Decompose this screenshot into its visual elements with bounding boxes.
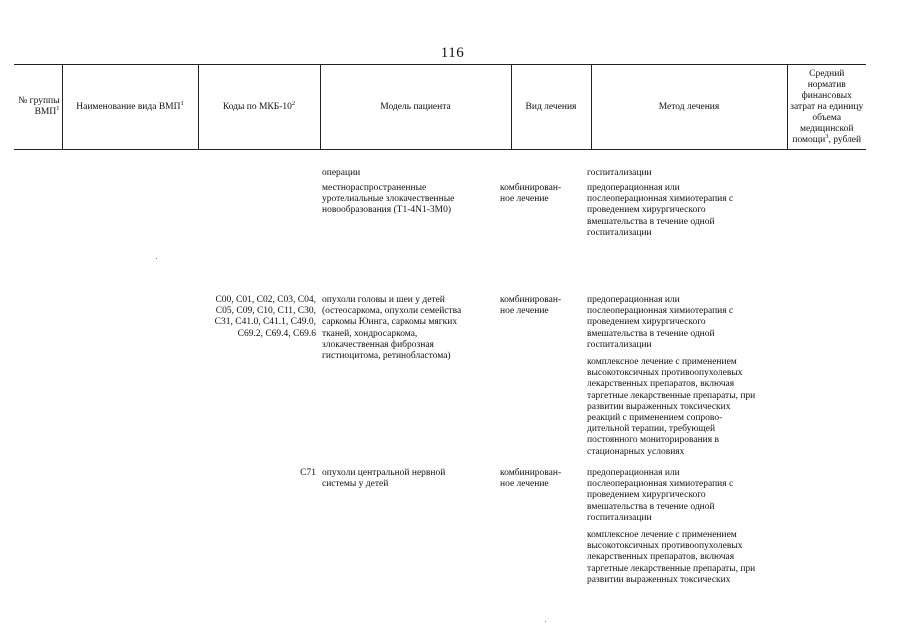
row3-method-2: комплексное лечение с применением высокотоксичных противоопухолевых лекарственных препаратов, включая таргетные лекарственные препараты, при развитии выраженных токсических — [587, 530, 756, 585]
row3-method — [587, 468, 782, 592]
row2-codes: C00, C01, C02, C03, C04, C05, C09, C10, C11, C30, C31, C41.0, C41.1, C49.0, C69.2, C69.4, C69.6 — [214, 295, 316, 339]
header-patient-model: Модель пациента — [320, 65, 511, 150]
header-vmp-name: Наименование вида ВМП$^1$ — [62, 65, 198, 150]
row1-model: местнораспространенные уротелиальные злокачественные новообразования (T1-4N1-3M0) — [322, 183, 455, 216]
row2-method — [587, 295, 782, 464]
row3-kind: комбинирован- ное лечение — [500, 468, 562, 490]
row2-kind: комбинирован- ное лечение — [500, 295, 562, 317]
page-number: 116 — [440, 45, 465, 61]
row0-method: госпитализации — [587, 168, 652, 178]
row3-model: опухоли центральной нервной системы у детей — [322, 468, 446, 490]
row1-kind: комбинирован- ное лечение — [500, 183, 562, 205]
row2-method-1: предоперационная или послеоперационная химиотерапия с проведением хирургического вмешательства в течение одной госпитализации — [587, 295, 734, 350]
header-icd-codes: Коды по МКБ-$10^2$ — [198, 65, 320, 150]
row2-model: опухоли головы и шеи у детей (остеосаркома, опухоли семейства саркомы Юинга, саркомы мягких тканей, хондросаркома, злокачественная фиброзная гистиоцитома, ретинобластома) — [322, 295, 462, 362]
row1-method: предоперационная или послеоперационная химиотерапия с проведением хирургического вмешательства в течение одной госпитализации — [587, 183, 734, 238]
table-header — [14, 64, 866, 150]
scan-speck — [545, 621, 546, 622]
row0-model: операции — [322, 168, 361, 178]
header-cost-norm: Средний норматив финансовых затрат на единицу объема медицинской помощи$^3$, рублей — [787, 65, 866, 150]
header-group-number: № группы ВМП$^1$ — [14, 65, 62, 150]
row3-method-1: предоперационная или послеоперационная химиотерапия с проведением хирургического вмешательства в течение одной госпитализации — [587, 468, 734, 523]
scan-speck — [156, 258, 157, 259]
row3-codes: C71 — [300, 468, 316, 478]
header-treatment-type: Вид лечения — [511, 65, 591, 150]
row2-method-2: комплексное лечение с применением высокотоксичных противоопухолевых лекарственных препаратов, включая таргетные лекарственные препараты, при развитии выраженных токсических реакций с применением сопрово- дительной терапии, требующей постоянного мониторирования в стационарных условиях — [587, 357, 756, 457]
header-treatment-method: Метод лечения — [591, 65, 787, 150]
